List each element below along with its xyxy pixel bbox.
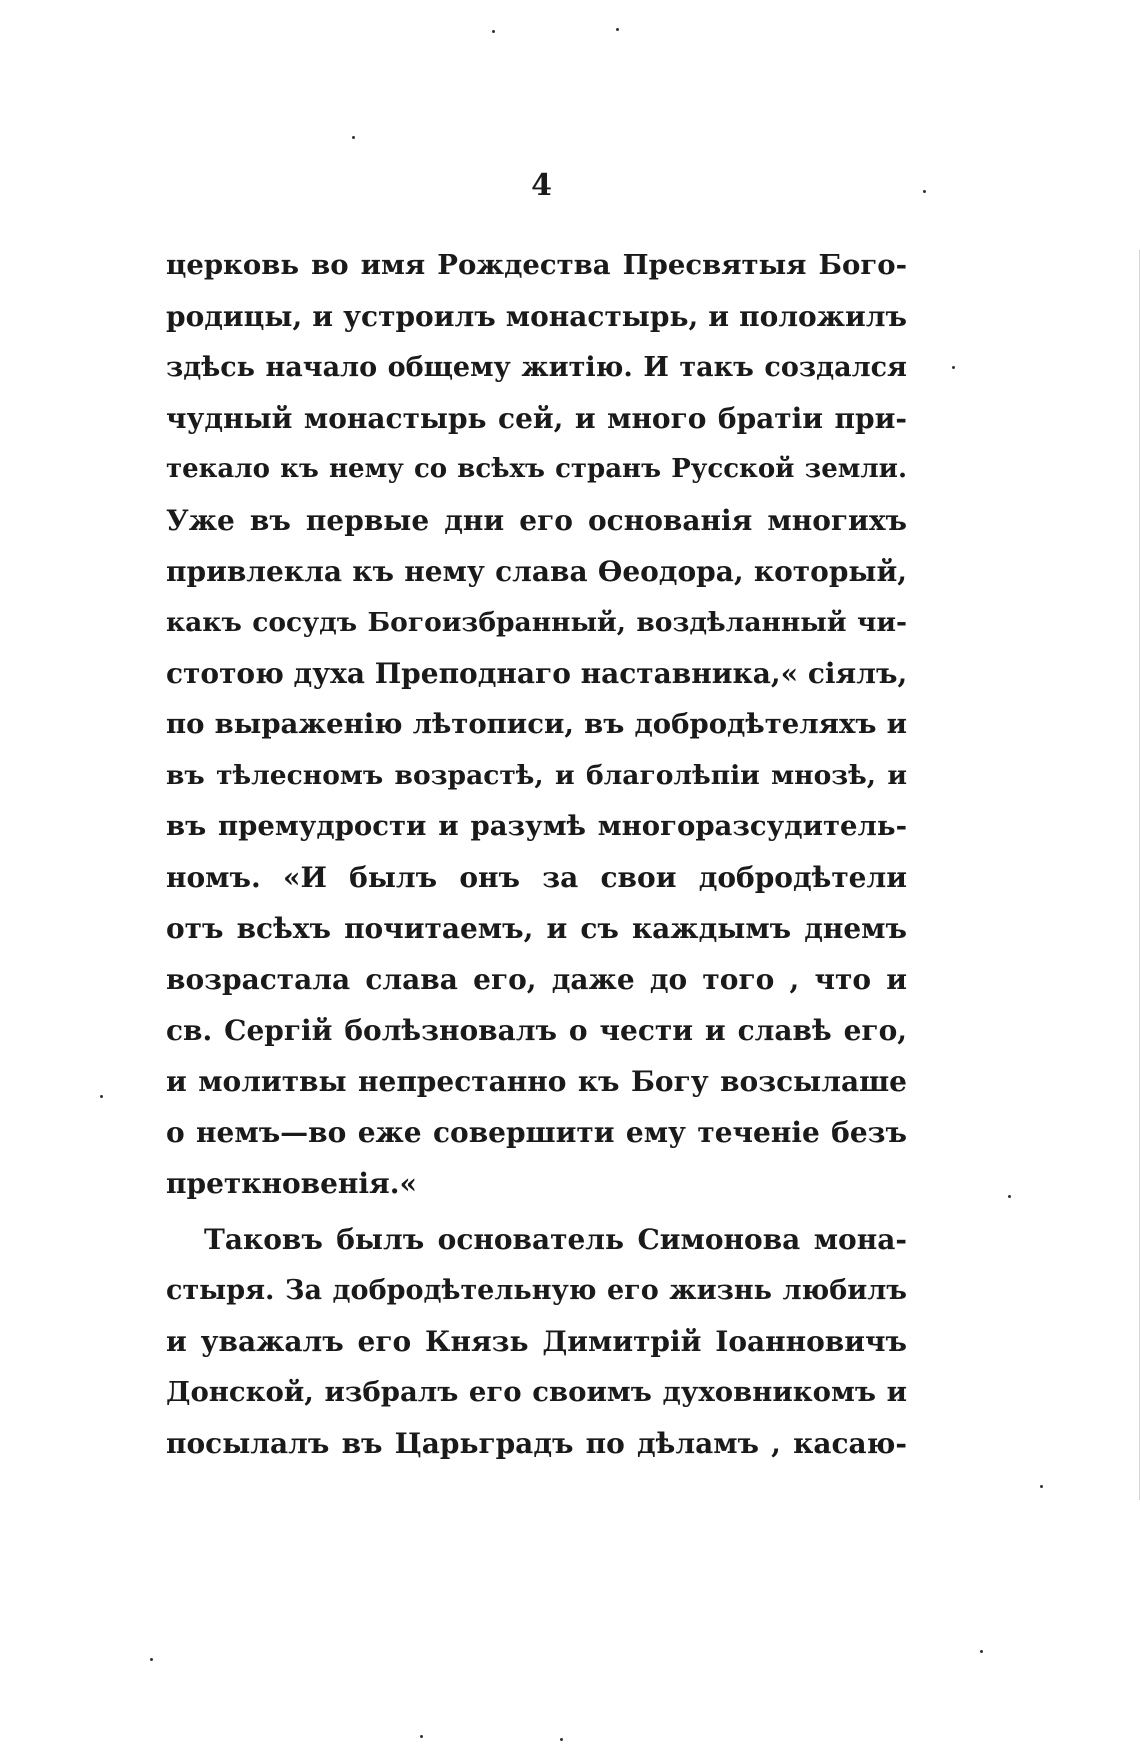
text-line: стотою духа Преподнаго наставника,« сіялъ,: [166, 657, 907, 690]
text-line: здѣсь начало общему житію. И такъ создался: [166, 352, 907, 383]
text-line: и уважалъ его Князь Димитрій Іоанновичъ: [166, 1325, 907, 1358]
paper-speck: [560, 1738, 563, 1741]
text-line: стыря. За добродѣтельную его жизнь любилъ: [166, 1275, 907, 1306]
paper-speck: [616, 28, 619, 31]
paragraph-end-line: преткновенія.«: [166, 1167, 417, 1200]
text-line: и молитвы непрестанно къ Богу возсылаше: [166, 1065, 907, 1098]
text-line: Уже въ первые дни его основанія многихъ: [166, 504, 907, 537]
text-line: церковь во имя Рождества Пресвятыя Бого-: [166, 249, 907, 281]
text-line: по выраженію лѣтописи, въ добродѣтеляхъ и: [166, 708, 907, 740]
text-line: текало къ нему со всѣхъ странъ Русской земли.: [166, 454, 907, 484]
text-line: св. Сергій болѣзновалъ о чести и славѣ его,: [166, 1014, 907, 1047]
text-line: родицы, и устроилъ монастырь, и положилъ: [166, 300, 907, 333]
text-line: отъ всѣхъ почитаемъ, и съ каждымъ днемъ: [166, 912, 907, 945]
paper-speck: [923, 190, 926, 193]
paper-speck: [980, 1650, 983, 1653]
text-line: привлекла къ нему слава Ѳеодора, который,: [166, 555, 907, 588]
text-line: о немъ—во еже совершити ему теченіе безъ: [166, 1116, 907, 1149]
paper-speck: [1040, 1485, 1043, 1488]
paper-speck: [952, 366, 955, 369]
text-line: Таковъ былъ основатель Симонова мона-: [204, 1223, 907, 1256]
paper-speck: [420, 1735, 423, 1738]
paper-speck: [150, 1658, 153, 1661]
text-line: посылалъ въ Царьградъ по дѣламъ , касаю-: [166, 1427, 907, 1460]
page-number: 4: [531, 168, 552, 203]
text-line: въ премудрости и разумѣ многоразсудитель-: [166, 810, 907, 842]
text-line: возрастала слава его, даже до того , что и: [166, 963, 907, 996]
paper-speck: [492, 30, 495, 33]
text-line: чудный монастырь сей, и много братіи при-: [166, 402, 907, 435]
paper-speck: [1008, 1195, 1011, 1198]
text-line: номъ. «И былъ онъ за свои добродѣтели: [166, 861, 907, 894]
text-line: Донской, избралъ его своимъ духовникомъ и: [166, 1376, 907, 1408]
paper-speck: [352, 136, 355, 139]
paper-speck: [100, 1095, 103, 1098]
text-line: какъ сосудъ Богоизбранный, воздѣланный чи-: [166, 607, 907, 638]
body-text: [166, 240, 907, 1469]
text-line: въ тѣлесномъ возрастѣ, и благолѣпіи мнозѣ, и: [166, 760, 907, 791]
